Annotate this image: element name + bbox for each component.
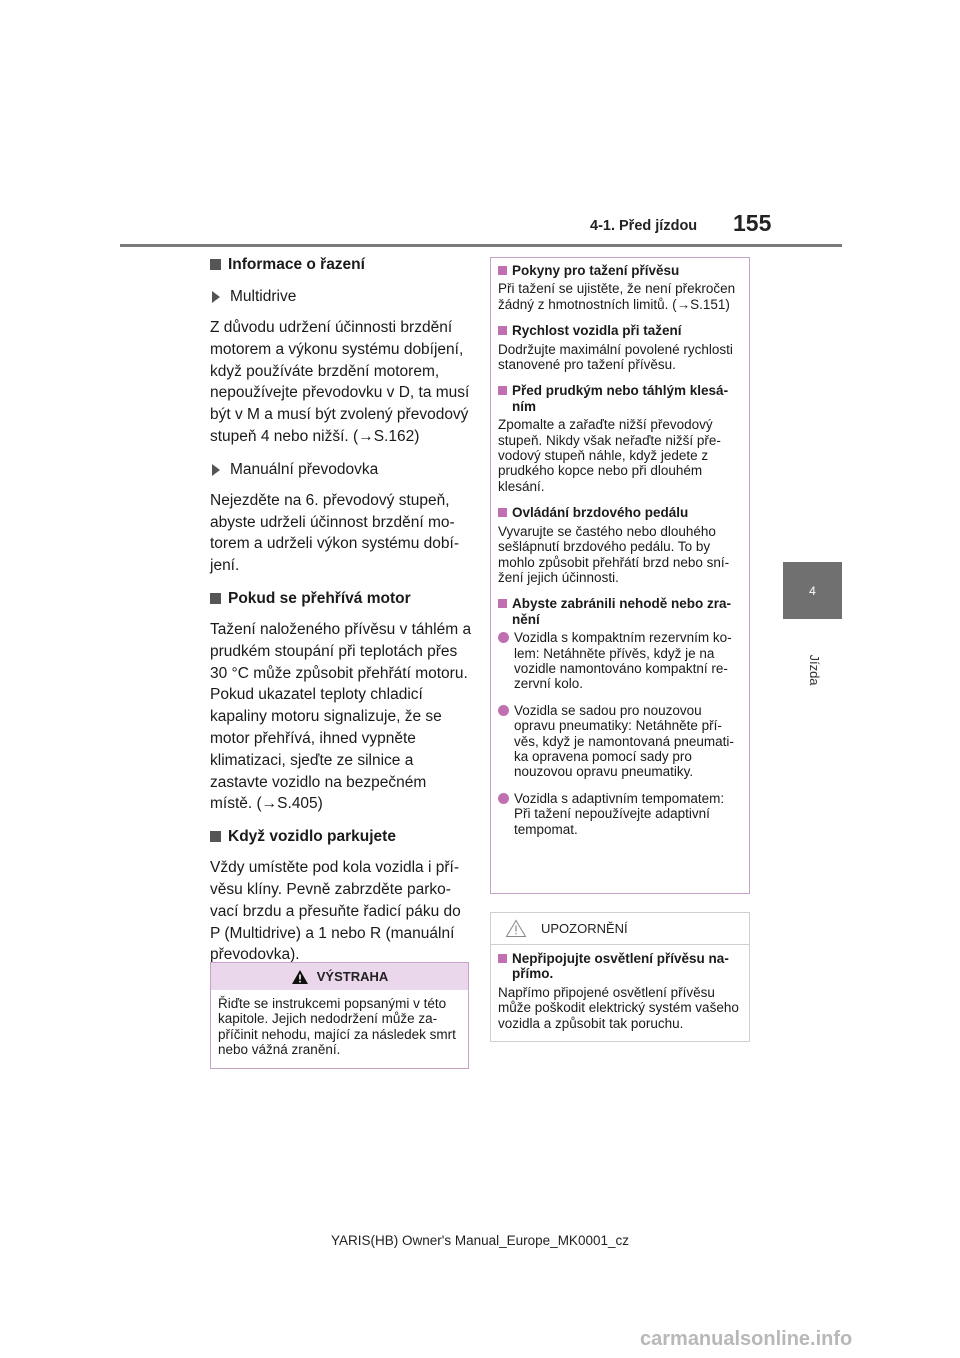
heading-parking: Když vozidlo parkujete: [210, 827, 472, 847]
warning-header: [211, 963, 468, 990]
circle-bullet-icon: [498, 632, 509, 643]
square-bullet-icon: [498, 326, 507, 335]
list-item: Vozidla se sadou pro nouzovou opravu pneumatiky: Netáhněte přívěs, když je namontovaná pneumatika opravena pomocí sady pro nouzovou opravu pneumatiky.: [498, 703, 742, 780]
info-text-weight-limits: Při tažení se ujistěte, že není překročen žádný z hmotnostních limitů. (→S.151): [498, 281, 736, 312]
info-heading-towing-speed: Rychlost vozidla při tažení: [498, 323, 742, 338]
square-bullet-icon: [210, 259, 221, 270]
watermark: carmanualsonline.info: [640, 1328, 853, 1350]
info-heading-accident-prevention: Abyste zabránili nehodě nebo zranění: [498, 596, 742, 627]
warning-box: [210, 962, 469, 1069]
square-bullet-icon: [498, 599, 507, 608]
subheading-multidrive: Multidrive: [210, 287, 472, 307]
chapter-number: 4: [809, 583, 816, 598]
paragraph-parking: Vždy umístěte pod kola vozidla i přívěsu klíny. Pevně zabrzděte parkovací brzdu a přesuňte řadicí páku do P (Multidrive) a 1 nebo R (manuální převodovka).: [210, 859, 461, 964]
towing-info-box: [490, 257, 750, 894]
square-bullet-icon: [210, 831, 221, 842]
info-text-brake-pedal: Vyvarujte se častého nebo dlouhého sešlápnutí brzdového pedálu. To by mohlo způsobit přehřátí brzd nebo snížení jejich účinnosti.: [498, 523, 730, 585]
list-item: Vozidla s kompaktním rezervním kolem: Netáhněte přívěs, když je na vozidle namontováno kompaktní rezervní kolo.: [498, 630, 742, 692]
chapter-label: Jízda: [807, 654, 822, 686]
heading-overheating: Pokud se přehřívá motor: [210, 589, 472, 609]
header-rule: [120, 244, 842, 247]
info-heading-brake-pedal: Ovládání brzdového pedálu: [498, 505, 742, 520]
info-text-descent: Zpomalte a zařaďte nižší převodový stupeň. Nikdy však neřaďte nižší převodový stupeň náhle, když jedete z prudkého kopce nebo při dlouhém klesání.: [498, 417, 721, 494]
section-title: 4-1. Před jízdou: [590, 218, 698, 234]
heading-shifting-info: Informace o řazení: [210, 255, 472, 275]
square-bullet-icon: [210, 593, 221, 604]
paragraph-manual: Nejezděte na 6. převodový stupeň, abyste udrželi účinnost brzdění motorem a udrželi výkon systému dobíjení.: [210, 491, 459, 575]
chapter-tab: [783, 562, 842, 619]
square-bullet-icon: [498, 954, 507, 963]
square-bullet-icon: [498, 266, 507, 275]
subheading-manual: Manuální převodovka: [210, 460, 472, 480]
warning-triangle-icon: [291, 969, 309, 985]
paragraph-overheating: Tažení naloženého přívěsu v táhlém a prudkém stoupání při teplotách přes 30 °C může způsobit přehřátí motoru. Pokud ukazatel teploty chladicí kapaliny motoru signalizuje, že se motor přehřívá, ihned vypněte klimatizaci, sjeďte ze silnice a zastavte vozidlo na bezpečném místě. (→S.405): [210, 620, 472, 813]
info-heading-descent: Před prudkým nebo táhlým klesáním: [498, 383, 742, 414]
warning-title: VÝSTRAHA: [316, 969, 389, 984]
info-heading-towing-guidelines: Pokyny pro tažení přívěsu: [498, 263, 742, 278]
caution-text: Napřímo připojené osvětlení přívěsu může poškodit elektrický systém vašeho vozidla a způsobit tak poruchu.: [498, 984, 739, 1031]
info-text-speed: Dodržujte maximální povolené rychlosti stanovené pro tažení přívěsu.: [498, 341, 733, 373]
square-bullet-icon: [498, 508, 507, 517]
paragraph-multidrive: Z důvodu udržení účinnosti brzdění motorem a výkonu systému dobíjení, když používáte brzdění motorem, nepoužívejte převodovku v D, ta musí být v M a musí být zvolený převodový stupeň 4 nebo nižší. (→S.162): [210, 319, 470, 445]
caution-box: [490, 912, 750, 1042]
page-number: 155: [733, 210, 772, 236]
caution-header: [491, 913, 749, 945]
left-column: [210, 255, 472, 978]
caution-triangle-icon: [505, 919, 527, 938]
caution-title: UPOZORNĚNÍ: [541, 921, 628, 936]
list-item: Vozidla s adaptivním tempomatem: Při tažení nepoužívejte adaptivní tempomat.: [498, 791, 742, 837]
circle-bullet-icon: [498, 793, 509, 804]
caution-heading: Nepřipojujte osvětlení přívěsu napřímo.: [498, 951, 742, 982]
footer-manual-id: YARIS(HB) Owner's Manual_Europe_MK0001_cz: [331, 1233, 629, 1248]
triangle-bullet-icon: [212, 464, 220, 476]
square-bullet-icon: [498, 386, 507, 395]
warning-text: Řiďte se instrukcemi popsanými v této kapitole. Jejich nedodržení může zapříčinit nehodu, mající za následek smrt nebo vážná zranění.: [218, 996, 456, 1058]
circle-bullet-icon: [498, 705, 509, 716]
triangle-bullet-icon: [212, 291, 220, 303]
